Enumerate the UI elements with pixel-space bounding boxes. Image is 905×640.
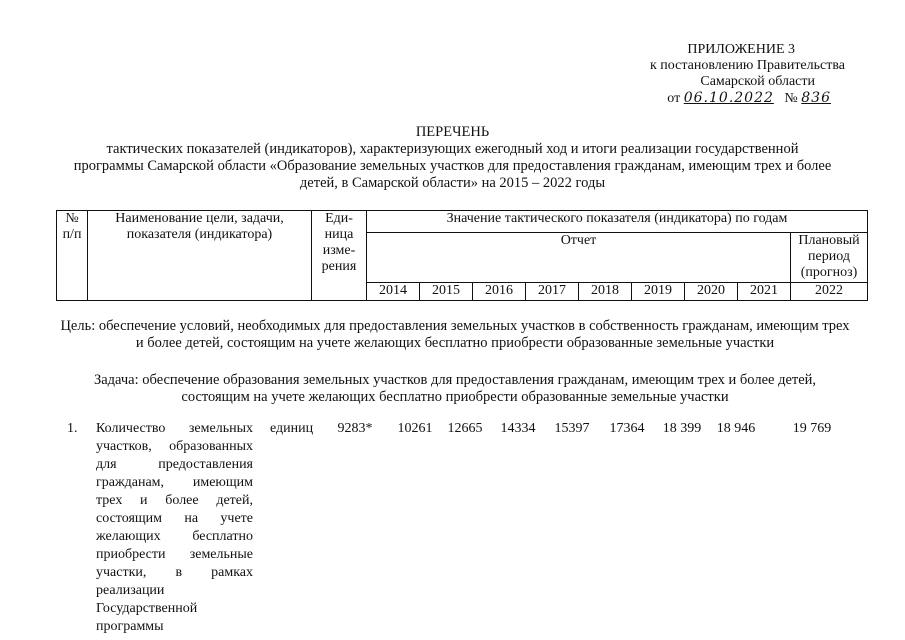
row-value-2014: 9283* [337, 421, 373, 436]
year-cell: 2020 [685, 283, 738, 301]
year-cell: 2016 [473, 283, 526, 301]
row-value-2019: 17364 [609, 421, 645, 436]
header-name: Наименование цели, задачи, показателя (индикатора) [88, 211, 312, 301]
header-report: Отчет [367, 233, 791, 283]
header-values: Значение тактического показателя (индикатора) по годам [367, 211, 868, 233]
row-value-2022: 19 769 [792, 421, 832, 436]
row-value-2015: 10261 [397, 421, 433, 436]
year-cell: 2021 [738, 283, 791, 301]
row-value-2016: 12665 [447, 421, 483, 436]
handwritten-date: 06.10.2022 [683, 90, 774, 106]
row-value-2018: 15397 [554, 421, 590, 436]
document-heading: ПЕРЕЧЕНЬ [415, 124, 490, 140]
header-num: № п/п [57, 211, 88, 301]
number-prefix: № [784, 91, 798, 106]
appendix-block [615, 42, 845, 107]
document-subtitle: тактических показателей (индикаторов), характеризующих ежегодный ход и итоги реализации государственной программы Самарской области «Образование земельных участков для предоставления гражданам, имеющим трех и более детей, в Самарской области» на 2015 – 2022 годы [73, 141, 832, 191]
goal-text: Цель: обеспечение условий, необходимых для предоставления земельных участков в собственность гражданам, имеющим трех и более детей, состоящим на учете желающих бесплатно приобрести образованные земельные участки [60, 318, 850, 351]
year-cell: 2017 [526, 283, 579, 301]
appendix-title: ПРИЛОЖЕНИЕ 3 [687, 42, 795, 57]
row-number: 1. [67, 421, 78, 436]
date-prefix: от [667, 91, 681, 106]
row-indicator-name: Количество земельных участков, образованных для предоставления гражданам, имеющим трех и более детей, состоящим на учете желающих бесплатно приобрести земельные участки, в рамках реализации Государственной программы [96, 421, 253, 634]
appendix-date-line [615, 90, 845, 107]
document-title-block [0, 124, 905, 192]
row-value-2021: 18 946 [716, 421, 756, 436]
row-value-2020: 18 399 [662, 421, 702, 436]
appendix-resolution: к постановлению Правительства [649, 58, 845, 73]
handwritten-number: 836 [801, 90, 831, 106]
year-cell: 2015 [420, 283, 473, 301]
appendix-region: Самарской области [700, 74, 815, 89]
year-cell: 2022 [791, 283, 868, 301]
indicator-table-header [56, 210, 868, 301]
header-plan: Плановый период (прогноз) [791, 233, 868, 283]
year-cell: 2014 [367, 283, 420, 301]
row-unit: единиц [270, 421, 314, 436]
row-value-2017: 14334 [500, 421, 536, 436]
task-text: Задача: обеспечение образования земельных участков для предоставления гражданам, имеющим трех и более детей, состоящим на учете желающих бесплатно приобрести образованные земельные участки [93, 372, 817, 405]
year-cell: 2019 [632, 283, 685, 301]
header-unit: Еди-ница изме-рения [312, 211, 367, 301]
year-cell: 2018 [579, 283, 632, 301]
